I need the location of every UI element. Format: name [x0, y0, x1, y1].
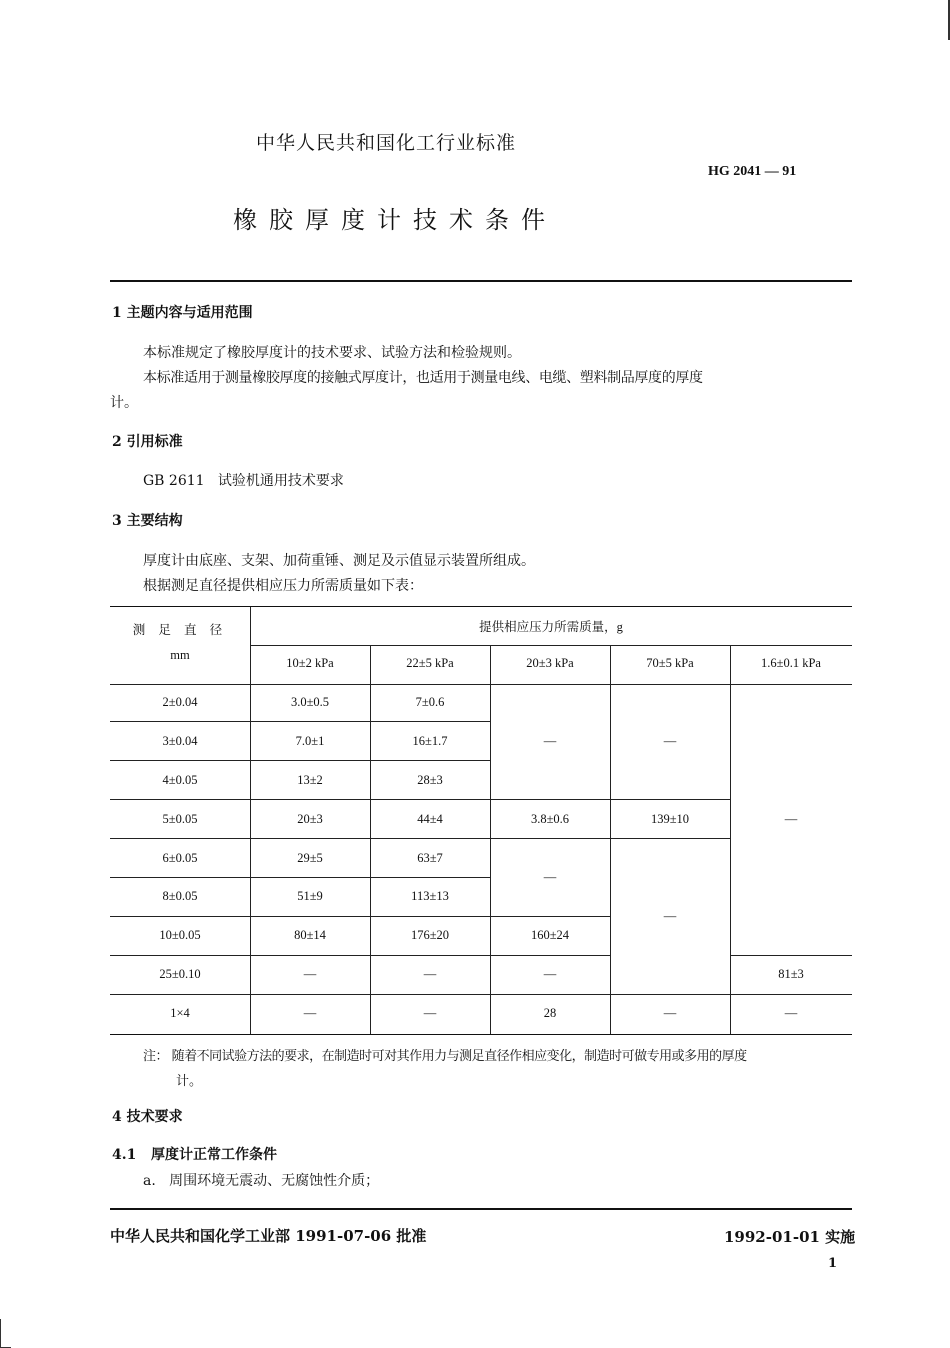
- effective-date: 1992-01-01 实施: [724, 1228, 856, 1246]
- table-hline: [110, 994, 852, 995]
- pressure-header: 22±5 kPa: [406, 656, 454, 670]
- diameter-header: 测 足 直 径: [132, 623, 228, 637]
- mass-cell: —: [784, 812, 798, 826]
- header-rule: [110, 280, 852, 282]
- section-2-heading: 2 引用标准: [112, 434, 183, 450]
- diameter-cell: 5±0.05: [162, 812, 198, 826]
- mass-cell: 113±13: [411, 889, 449, 903]
- document-title: 橡胶厚度计技术条件: [233, 206, 557, 234]
- mass-cell: 160±24: [530, 928, 570, 942]
- section-3-heading: 3 主要结构: [112, 513, 183, 529]
- table-hline: [250, 645, 852, 646]
- mass-cell: 3.0±0.5: [290, 695, 330, 709]
- approval-line: 中华人民共和国化学工业部 1991-07-06 批准: [110, 1227, 427, 1245]
- table-hline: [110, 760, 490, 761]
- mass-cell: 16±1.7: [412, 734, 448, 748]
- table-hline: [490, 799, 730, 800]
- mass-cell: 29±5: [297, 851, 323, 865]
- mass-cell: 13±2: [297, 773, 323, 787]
- section-1-paragraph-1: 本标准规定了橡胶厚度计的技术要求、试验方法和检验规则。: [143, 345, 521, 361]
- mass-cell: —: [543, 870, 557, 884]
- diameter-cell: 1×4: [170, 1006, 190, 1020]
- mass-cell: 3.8±0.6: [530, 812, 570, 826]
- mass-cell: 44±4: [417, 812, 443, 826]
- table-top-rule: [110, 606, 852, 607]
- mass-cell: —: [303, 967, 317, 981]
- mass-cell: —: [663, 909, 677, 923]
- mass-cell: —: [543, 967, 557, 981]
- table-vline: [610, 645, 611, 1034]
- mass-cell: —: [784, 1006, 798, 1020]
- pressure-header: 20±3 kPa: [526, 656, 574, 670]
- footer-rule: [110, 1208, 852, 1210]
- page-number: 1: [828, 1256, 838, 1271]
- diameter-cell: 3±0.04: [162, 734, 198, 748]
- section-1-heading: 1 主题内容与适用范围: [112, 305, 253, 321]
- diameter-cell: 4±0.05: [162, 773, 198, 787]
- table-note-cont: 计。: [176, 1074, 203, 1089]
- section-1-paragraph-2: 本标准适用于测量橡胶厚度的接触式厚度计，也适用于测量电线、电缆、塑料制品厚度的厚度: [143, 370, 703, 386]
- section-3-paragraph-1: 厚度计由底座、支架、加荷重锤、测足及示值显示装置所组成。: [143, 553, 535, 569]
- mass-cell: —: [303, 1006, 317, 1020]
- section-1-paragraph-2-cont: 计。: [110, 395, 138, 411]
- diameter-cell: 6±0.05: [162, 851, 198, 865]
- mass-cell: —: [423, 967, 437, 981]
- mass-cell: —: [543, 734, 557, 748]
- mass-cell: 51±9: [297, 889, 323, 903]
- diameter-cell: 8±0.05: [162, 889, 198, 903]
- table-hline: [110, 684, 852, 685]
- pressure-header: 10±2 kPa: [286, 656, 334, 670]
- mass-cell: 20±3: [297, 812, 323, 826]
- mass-cell: 176±20: [410, 928, 450, 942]
- mass-cell: 28: [543, 1006, 557, 1020]
- diameter-unit: mm: [170, 648, 190, 662]
- mass-cell: 63±7: [417, 851, 443, 865]
- mass-group-header: 提供相应压力所需质量，g: [479, 620, 623, 634]
- table-hline: [730, 955, 852, 956]
- section-4-1-heading: 4.1 厚度计正常工作条件: [112, 1147, 277, 1163]
- table-note: 注： 随着不同试验方法的要求，在制造时可对其作用力与测足直径作相应变化，制造时可做专用或多用的厚度: [143, 1049, 747, 1064]
- reference-standard: GB 2611 试验机通用技术要求: [143, 473, 344, 489]
- standard-code: HG 2041 — 91: [708, 164, 797, 179]
- mass-cell: 81±3: [778, 967, 804, 981]
- mass-cell: —: [663, 734, 677, 748]
- diameter-cell: 10±0.05: [159, 928, 201, 942]
- mass-cell: 80±14: [294, 928, 326, 942]
- pressure-header: 1.6±0.1 kPa: [761, 656, 821, 670]
- corner-crop-mark: [0, 1319, 11, 1348]
- mass-cell: 139±10: [650, 812, 690, 826]
- pressure-header: 70±5 kPa: [646, 656, 694, 670]
- section-4-heading: 4 技术要求: [112, 1109, 183, 1125]
- mass-cell: 7±0.6: [415, 695, 445, 709]
- table-bottom-rule: [110, 1034, 852, 1035]
- mass-cell: —: [663, 1006, 677, 1020]
- table-hline: [110, 838, 730, 839]
- diameter-cell: 2±0.04: [162, 695, 198, 709]
- section-3-paragraph-2: 根据测足直径提供相应压力所需质量如下表：: [143, 578, 423, 594]
- table-hline: [110, 916, 610, 917]
- diameter-cell: 25±0.10: [159, 967, 201, 981]
- issuing-organization: 中华人民共和国化工行业标准: [256, 132, 517, 154]
- mass-cell: 7.0±1: [295, 734, 325, 748]
- table-hline: [110, 721, 490, 722]
- table-hline: [110, 877, 490, 878]
- mass-cell: —: [423, 1006, 437, 1020]
- table-hline: [110, 955, 610, 956]
- mass-cell: 28±3: [417, 773, 443, 787]
- list-item-a: a. 周围环境无震动、无腐蚀性介质；: [143, 1173, 380, 1189]
